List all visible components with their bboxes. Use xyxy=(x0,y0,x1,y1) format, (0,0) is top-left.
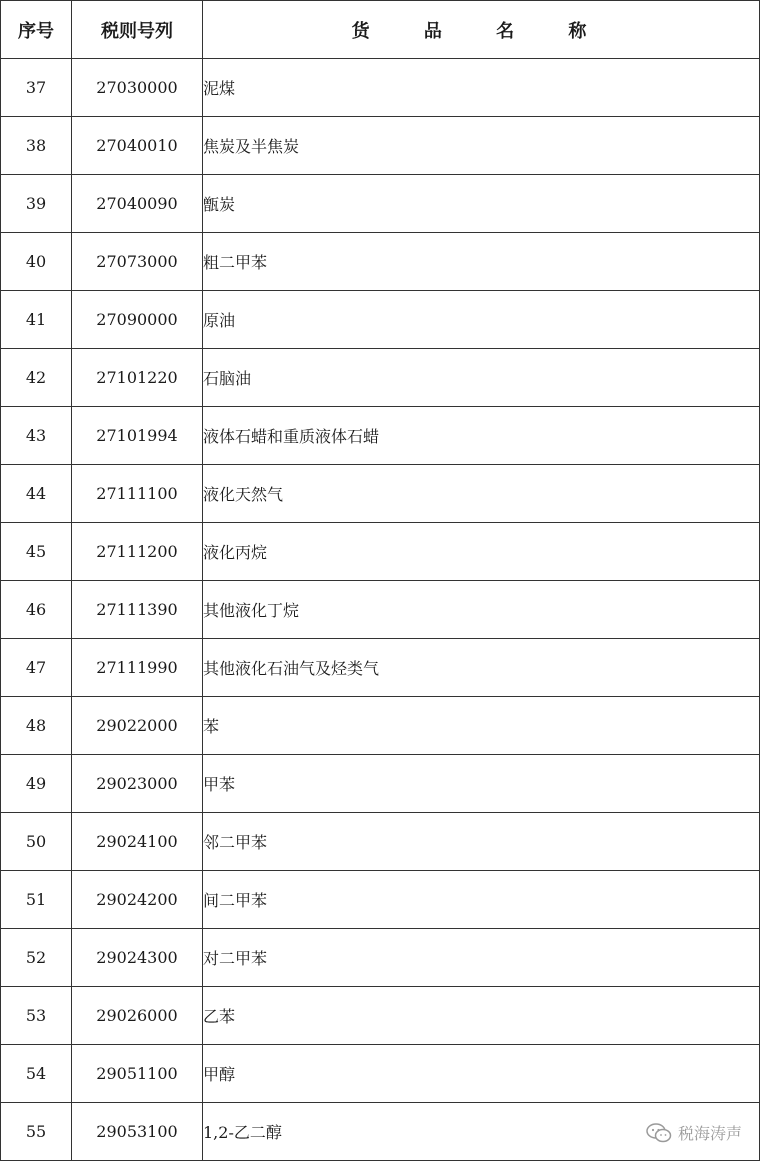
row-code: 27111200 xyxy=(72,523,203,581)
row-name: 其他液化石油气及烃类气 xyxy=(203,639,760,697)
row-seq: 51 xyxy=(1,871,72,929)
watermark xyxy=(646,1121,742,1144)
row-seq: 39 xyxy=(1,175,72,233)
row-code: 27111990 xyxy=(72,639,203,697)
row-code: 27101220 xyxy=(72,349,203,407)
row-code: 27040010 xyxy=(72,117,203,175)
header-name: 货 品 名 称 xyxy=(203,1,760,59)
row-code: 29022000 xyxy=(72,697,203,755)
row-name: 焦炭及半焦炭 xyxy=(203,117,760,175)
row-seq: 40 xyxy=(1,233,72,291)
row-seq: 49 xyxy=(1,755,72,813)
row-seq: 48 xyxy=(1,697,72,755)
row-seq: 50 xyxy=(1,813,72,871)
row-seq: 54 xyxy=(1,1045,72,1103)
table-row xyxy=(1,407,760,465)
row-name: 甲醇 xyxy=(203,1045,760,1103)
row-name: 甲苯 xyxy=(203,755,760,813)
table-row xyxy=(1,523,760,581)
table-row xyxy=(1,755,760,813)
row-name: 液体石蜡和重质液体石蜡 xyxy=(203,407,760,465)
row-code: 27030000 xyxy=(72,59,203,117)
row-name: 乙苯 xyxy=(203,987,760,1045)
row-name: 粗二甲苯 xyxy=(203,233,760,291)
table-row xyxy=(1,175,760,233)
row-name: 其他液化丁烷 xyxy=(203,581,760,639)
row-code: 29023000 xyxy=(72,755,203,813)
table-row xyxy=(1,1045,760,1103)
row-seq: 47 xyxy=(1,639,72,697)
table-row xyxy=(1,929,760,987)
table-row xyxy=(1,697,760,755)
row-code: 29024100 xyxy=(72,813,203,871)
table-row xyxy=(1,291,760,349)
table-row xyxy=(1,639,760,697)
row-name: 对二甲苯 xyxy=(203,929,760,987)
row-code: 29026000 xyxy=(72,987,203,1045)
row-seq: 45 xyxy=(1,523,72,581)
table-row xyxy=(1,117,760,175)
watermark-text: 税海涛声 xyxy=(677,1124,742,1143)
row-name: 液化天然气 xyxy=(203,465,760,523)
row-code: 29024200 xyxy=(72,871,203,929)
row-code: 27090000 xyxy=(72,291,203,349)
header-seq: 序号 xyxy=(1,1,72,59)
table-row xyxy=(1,987,760,1045)
row-code: 29053100 xyxy=(72,1103,203,1161)
row-name: 石脑油 xyxy=(203,349,760,407)
table-row xyxy=(1,59,760,117)
row-seq: 46 xyxy=(1,581,72,639)
row-name: 原油 xyxy=(203,291,760,349)
row-seq: 52 xyxy=(1,929,72,987)
row-name: 1,2-乙二醇 xyxy=(203,1103,760,1161)
row-code: 29051100 xyxy=(72,1045,203,1103)
row-name: 泥煤 xyxy=(203,59,760,117)
row-seq: 41 xyxy=(1,291,72,349)
wechat-icon xyxy=(646,1123,672,1143)
table-row xyxy=(1,871,760,929)
row-code: 27111390 xyxy=(72,581,203,639)
row-seq: 42 xyxy=(1,349,72,407)
row-seq: 43 xyxy=(1,407,72,465)
row-code: 27101994 xyxy=(72,407,203,465)
row-code: 27073000 xyxy=(72,233,203,291)
row-name: 苯 xyxy=(203,697,760,755)
row-name: 甑炭 xyxy=(203,175,760,233)
header-code: 税则号列 xyxy=(72,1,203,59)
row-seq: 55 xyxy=(1,1103,72,1161)
row-name: 液化丙烷 xyxy=(203,523,760,581)
table-row xyxy=(1,233,760,291)
row-seq: 38 xyxy=(1,117,72,175)
table-row xyxy=(1,813,760,871)
table-row xyxy=(1,349,760,407)
row-name: 间二甲苯 xyxy=(203,871,760,929)
table-row xyxy=(1,465,760,523)
row-name: 邻二甲苯 xyxy=(203,813,760,871)
row-seq: 44 xyxy=(1,465,72,523)
header-row xyxy=(1,1,760,59)
row-seq: 37 xyxy=(1,59,72,117)
row-code: 29024300 xyxy=(72,929,203,987)
row-seq: 53 xyxy=(1,987,72,1045)
row-code: 27111100 xyxy=(72,465,203,523)
row-code: 27040090 xyxy=(72,175,203,233)
table-row xyxy=(1,581,760,639)
